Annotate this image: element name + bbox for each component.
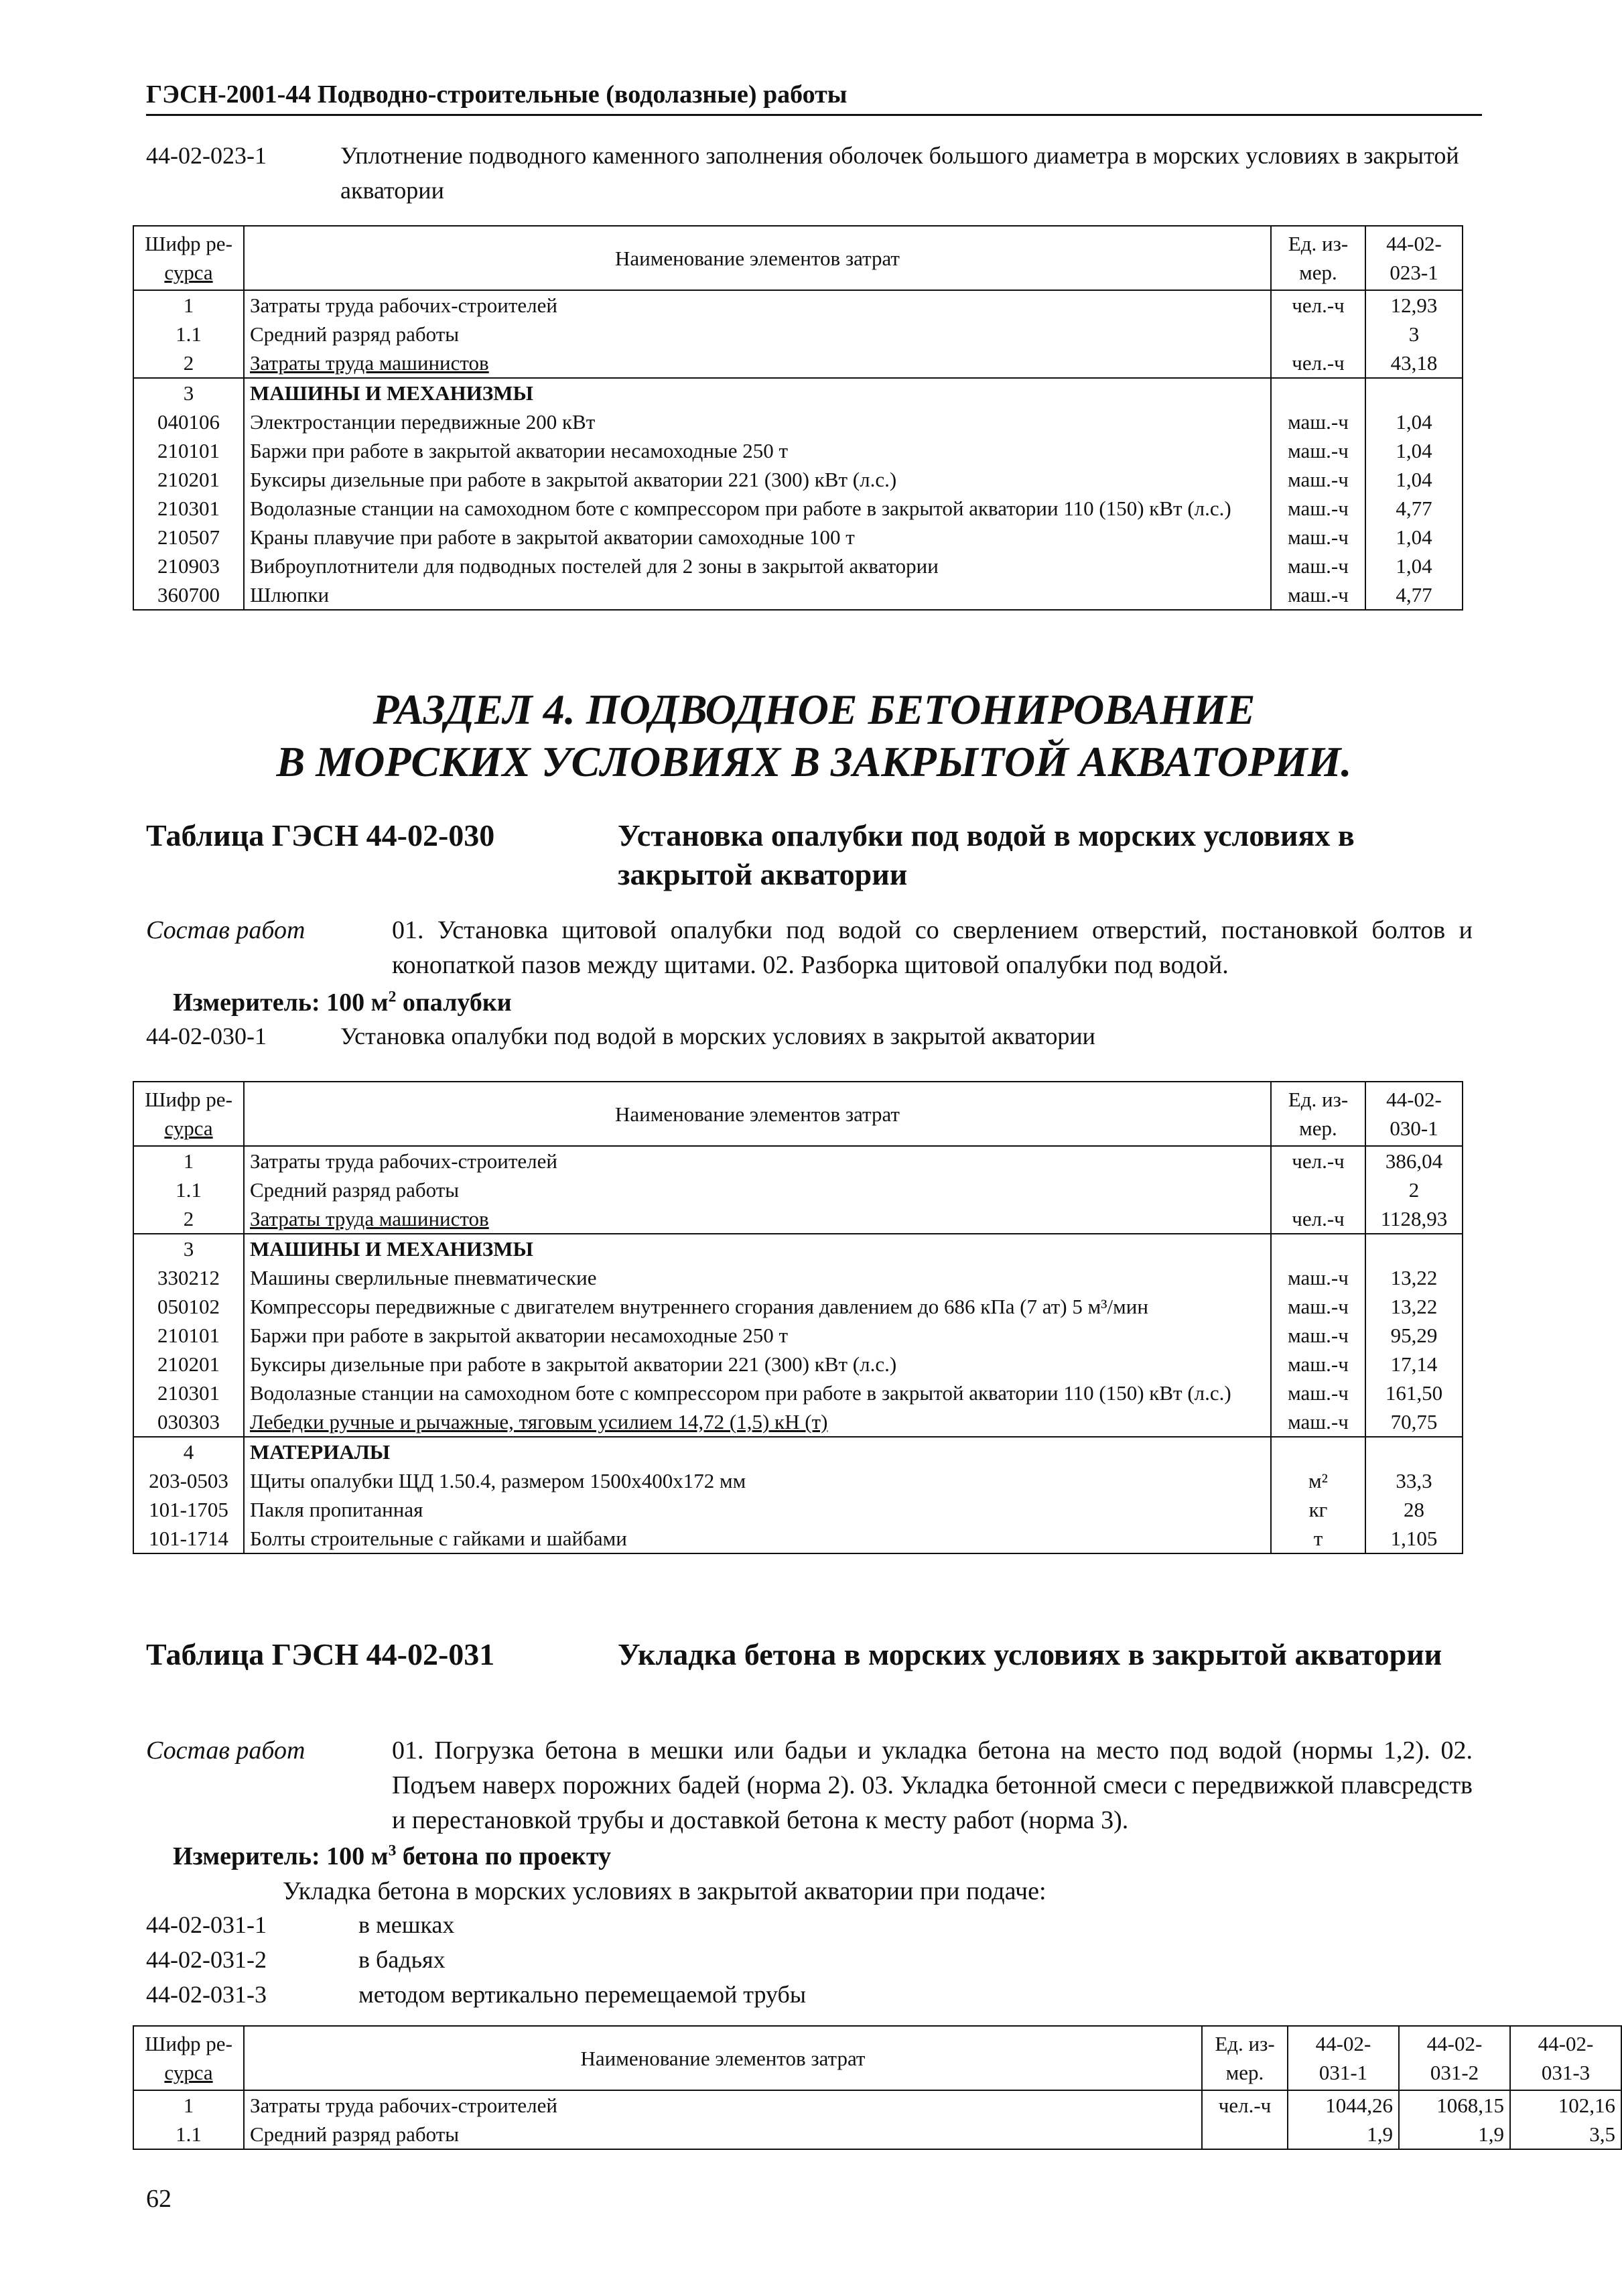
table-row bbox=[133, 1466, 1463, 1495]
unit: маш.-ч bbox=[1271, 465, 1365, 494]
resource-code: 1 bbox=[133, 1146, 244, 1175]
unit: маш.-ч bbox=[1271, 407, 1365, 436]
table-row bbox=[133, 407, 1463, 436]
table-row bbox=[133, 1379, 1463, 1407]
resource-code: 1.1 bbox=[133, 1175, 244, 1204]
table-row bbox=[133, 580, 1463, 610]
unit: маш.-ч bbox=[1271, 494, 1365, 523]
table-row bbox=[133, 1524, 1463, 1553]
unit bbox=[1271, 378, 1365, 407]
header-name: Наименование элементов затрат bbox=[244, 1082, 1271, 1146]
resource-name: Болты строительные с гайками и шайбами bbox=[244, 1524, 1271, 1553]
norm-value: 1,04 bbox=[1365, 436, 1463, 465]
norm-value: 1,04 bbox=[1365, 407, 1463, 436]
header-code: Шифр ре- сурса bbox=[133, 2026, 244, 2090]
unit: маш.-ч bbox=[1271, 1379, 1365, 1407]
norm-value: 95,29 bbox=[1365, 1321, 1463, 1350]
resource-code: 1.1 bbox=[133, 320, 244, 348]
resource-code: 040106 bbox=[133, 407, 244, 436]
table-row bbox=[133, 1204, 1463, 1234]
norm-value: 161,50 bbox=[1365, 1379, 1463, 1407]
table-row bbox=[133, 1175, 1463, 1204]
norm-value: 1,9 bbox=[1288, 2120, 1399, 2149]
norm-value: 12,93 bbox=[1365, 290, 1463, 320]
unit: м² bbox=[1271, 1466, 1365, 1495]
norm-023-title bbox=[146, 138, 1482, 208]
norm-value bbox=[1365, 1234, 1463, 1263]
table-row bbox=[133, 494, 1463, 523]
norm-value: 1,105 bbox=[1365, 1524, 1463, 1553]
header-code: Шифр ре- сурса bbox=[133, 1082, 244, 1146]
unit: маш.-ч bbox=[1271, 1321, 1365, 1350]
norm-value bbox=[1365, 378, 1463, 407]
norm-value: 13,22 bbox=[1365, 1263, 1463, 1292]
unit bbox=[1271, 320, 1365, 348]
resource-name: Средний разряд работы bbox=[244, 320, 1271, 348]
resource-code: 3 bbox=[133, 1234, 244, 1263]
unit bbox=[1271, 1437, 1365, 1466]
header-name: Наименование элементов затрат bbox=[244, 2026, 1202, 2090]
table-body bbox=[133, 290, 1463, 610]
resource-code: 101-1714 bbox=[133, 1524, 244, 1553]
running-header: ГЭСН-2001-44 Подводно-строительные (водолазные) работы bbox=[146, 80, 848, 109]
table-row bbox=[133, 1234, 1463, 1263]
table-row bbox=[133, 1263, 1463, 1292]
resource-name: Машины сверлильные пневматические bbox=[244, 1263, 1271, 1292]
composition-label: Состав работ bbox=[146, 1736, 306, 1765]
header-unit: Ед. из- мер. bbox=[1271, 226, 1365, 290]
norm-value: 70,75 bbox=[1365, 1407, 1463, 1437]
resource-code: 210101 bbox=[133, 436, 244, 465]
table-row bbox=[133, 1321, 1463, 1350]
unit: маш.-ч bbox=[1271, 552, 1365, 580]
resource-name: Затраты труда рабочих-строителей bbox=[244, 290, 1271, 320]
unit bbox=[1271, 1175, 1365, 1204]
norm-value bbox=[1365, 1437, 1463, 1466]
table-row bbox=[133, 290, 1463, 320]
table-row bbox=[133, 320, 1463, 348]
norm-value: 28 bbox=[1365, 1495, 1463, 1524]
resource-name: Буксиры дизельные при работе в закрытой акватории 221 (300) кВт (л.с.) bbox=[244, 465, 1271, 494]
norm-value: 3,5 bbox=[1510, 2120, 1621, 2149]
resource-name: Средний разряд работы bbox=[244, 1175, 1271, 1204]
resource-name: Затраты труда рабочих-строителей bbox=[244, 2090, 1202, 2120]
table-row bbox=[133, 378, 1463, 407]
header-code: Шифр ре- сурса bbox=[133, 226, 244, 290]
table-row bbox=[133, 523, 1463, 552]
variant-list bbox=[146, 1907, 1151, 2012]
section-title-line-1: РАЗДЕЛ 4. ПОДВОДНОЕ БЕТОНИРОВАНИЕ bbox=[373, 686, 1256, 733]
resource-name: Баржи при работе в закрытой акватории несамоходные 250 т bbox=[244, 436, 1271, 465]
table-row bbox=[133, 1350, 1463, 1379]
resource-code: 1 bbox=[133, 290, 244, 320]
variants-intro: Укладка бетона в морских условиях в закрытой акватории при подаче: bbox=[283, 1877, 1046, 1905]
header-norm-column: 44-02- 031-3 bbox=[1510, 2026, 1621, 2090]
resource-name: Пакля пропитанная bbox=[244, 1495, 1271, 1524]
resource-name: Затраты труда машинистов bbox=[244, 348, 1271, 378]
resource-table-023 bbox=[133, 225, 1463, 611]
resource-name: Баржи при работе в закрытой акватории несамоходные 250 т bbox=[244, 1321, 1271, 1350]
table-row bbox=[133, 1437, 1463, 1466]
norm-value: 13,22 bbox=[1365, 1292, 1463, 1321]
norm-value: 1,04 bbox=[1365, 523, 1463, 552]
unit bbox=[1271, 1234, 1365, 1263]
unit: чел.-ч bbox=[1271, 1204, 1365, 1234]
unit: чел.-ч bbox=[1202, 2090, 1288, 2120]
norm-value: 17,14 bbox=[1365, 1350, 1463, 1379]
norm-value: 386,04 bbox=[1365, 1146, 1463, 1175]
resource-name: Компрессоры передвижные с двигателем внутреннего сгорания давлением до 686 кПа (7 ат) 5 м³/мин bbox=[244, 1292, 1271, 1321]
norm-description: Уплотнение подводного каменного заполнения оболочек большого диаметра в морских условиях в закрытой акватории bbox=[340, 142, 1459, 204]
measure-unit: Измеритель: 100 $м^2$ опалубки bbox=[173, 988, 512, 1017]
resource-code: 030303 bbox=[133, 1407, 244, 1437]
table-row bbox=[133, 1146, 1463, 1175]
resource-name: Краны плавучие при работе в закрытой акватории самоходные 100 т bbox=[244, 523, 1271, 552]
unit: маш.-ч bbox=[1271, 1263, 1365, 1292]
composition-text: 01. Погрузка бетона в мешки или бадьи и укладка бетона на место под водой (нормы 1,2). 02. Подъем наверх порожних бадей (норма 2). 03. Укладка бетонной смеси с передвижкой плавсредств и перестановкой трубы и доставкой бетона к месту работ (норма 3). bbox=[392, 1736, 1473, 1834]
composition-text: 01. Установка щитовой опалубки под водой со сверлением отверстий, постановкой болтов и конопаткой пазов между щитами. 02. Разборка щитовой опалубки под водой. bbox=[392, 916, 1473, 979]
norm-value: 1068,15 bbox=[1399, 2090, 1510, 2120]
table-header-row bbox=[133, 1082, 1463, 1146]
unit: чел.-ч bbox=[1271, 1146, 1365, 1175]
section-title bbox=[146, 684, 1482, 788]
unit: чел.-ч bbox=[1271, 290, 1365, 320]
resource-code: 2 bbox=[133, 348, 244, 378]
table-row bbox=[133, 2090, 1621, 2120]
unit bbox=[1202, 2120, 1288, 2149]
norm-value: 43,18 bbox=[1365, 348, 1463, 378]
resource-name: Водолазные станции на самоходном боте с компрессором при работе в закрытой акватории 110 (150) кВт (л.с.) bbox=[244, 1379, 1271, 1407]
resource-code: 210903 bbox=[133, 552, 244, 580]
resource-name: Водолазные станции на самоходном боте с компрессором при работе в закрытой акватории 110 (150) кВт (л.с.) bbox=[244, 494, 1271, 523]
resource-code: 050102 bbox=[133, 1292, 244, 1321]
resource-code: 203-0503 bbox=[133, 1466, 244, 1495]
norm-value: 1,04 bbox=[1365, 465, 1463, 494]
composition-label: Состав работ bbox=[146, 916, 306, 944]
resource-code: 210301 bbox=[133, 494, 244, 523]
resource-code: 360700 bbox=[133, 580, 244, 610]
unit: чел.-ч bbox=[1271, 348, 1365, 378]
table-row bbox=[133, 1407, 1463, 1437]
resource-table-031 bbox=[133, 2025, 1622, 2150]
norm-value: 1,04 bbox=[1365, 552, 1463, 580]
table-row bbox=[133, 1495, 1463, 1524]
section-title-line-2: В МОРСКИХ УСЛОВИЯХ В ЗАКРЫТОЙ АКВАТОРИИ. bbox=[276, 738, 1352, 785]
resource-name: Лебедки ручные и рычажные, тяговым усилием 14,72 (1,5) кН (т) bbox=[244, 1407, 1271, 1437]
variant-item: 44-02-031-3 методом вертикально перемещаемой трубы bbox=[146, 1981, 807, 2008]
header-unit: Ед. из- мер. bbox=[1271, 1082, 1365, 1146]
table-row bbox=[133, 1292, 1463, 1321]
header-unit: Ед. из- мер. bbox=[1202, 2026, 1288, 2090]
table-body bbox=[133, 1146, 1463, 1553]
table-030-label: Таблица ГЭСН 44-02-030 bbox=[146, 818, 495, 852]
norm-code: 44-02-023-1 bbox=[146, 142, 267, 169]
table-body bbox=[133, 2090, 1621, 2149]
resource-name: Щиты опалубки ЩД 1.50.4, размером 1500х400х172 мм bbox=[244, 1466, 1271, 1495]
norm-value: 102,16 bbox=[1510, 2090, 1621, 2120]
table-030-name: Установка опалубки под водой в морских условиях в закрытой акватории bbox=[618, 818, 1355, 891]
resource-name: МАШИНЫ И МЕХАНИЗМЫ bbox=[244, 1234, 1271, 1263]
resource-name: МАШИНЫ И МЕХАНИЗМЫ bbox=[244, 378, 1271, 407]
table-row bbox=[133, 436, 1463, 465]
resource-name: Средний разряд работы bbox=[244, 2120, 1202, 2149]
header-norm-column: 44-02- 031-2 bbox=[1399, 2026, 1510, 2090]
norm-value: 3 bbox=[1365, 320, 1463, 348]
resource-code: 2 bbox=[133, 1204, 244, 1234]
table-031-label: Таблица ГЭСН 44-02-031 bbox=[146, 1637, 495, 1671]
resource-name: Затраты труда рабочих-строителей bbox=[244, 1146, 1271, 1175]
resource-name: МАТЕРИАЛЫ bbox=[244, 1437, 1271, 1466]
resource-name: Шлюпки bbox=[244, 580, 1271, 610]
resource-code: 210301 bbox=[133, 1379, 244, 1407]
resource-code: 210101 bbox=[133, 1321, 244, 1350]
header-norm-column: 44-02- 030-1 bbox=[1365, 1082, 1463, 1146]
resource-code: 1.1 bbox=[133, 2120, 244, 2149]
resource-name: Буксиры дизельные при работе в закрытой акватории 221 (300) кВт (л.с.) bbox=[244, 1350, 1271, 1379]
table-row bbox=[133, 2120, 1621, 2149]
header-rule bbox=[146, 114, 1482, 116]
unit: маш.-ч bbox=[1271, 580, 1365, 610]
unit: маш.-ч bbox=[1271, 436, 1365, 465]
norm-value: 4,77 bbox=[1365, 580, 1463, 610]
page-number: 62 bbox=[146, 2185, 172, 2213]
resource-code: 210201 bbox=[133, 465, 244, 494]
resource-code: 101-1705 bbox=[133, 1495, 244, 1524]
norm-030-title bbox=[146, 1019, 1482, 1054]
norm-value: 33,3 bbox=[1365, 1466, 1463, 1495]
resource-table-030 bbox=[133, 1081, 1463, 1554]
table-row bbox=[133, 348, 1463, 378]
unit: кг bbox=[1271, 1495, 1365, 1524]
norm-value: 1,9 bbox=[1399, 2120, 1510, 2149]
resource-code: 210507 bbox=[133, 523, 244, 552]
resource-code: 4 bbox=[133, 1437, 244, 1466]
variant-item: 44-02-031-1 в мешках bbox=[146, 1911, 455, 1938]
unit: маш.-ч bbox=[1271, 1350, 1365, 1379]
resource-name: Затраты труда машинистов bbox=[244, 1204, 1271, 1234]
table-row bbox=[133, 465, 1463, 494]
unit: т bbox=[1271, 1524, 1365, 1553]
resource-name: Виброуплотнители для подводных постелей для 2 зоны в закрытой акватории bbox=[244, 552, 1271, 580]
norm-value: 1128,93 bbox=[1365, 1204, 1463, 1234]
unit: маш.-ч bbox=[1271, 523, 1365, 552]
norm-code: 44-02-030-1 bbox=[146, 1023, 267, 1049]
header-norm-column: 44-02- 031-1 bbox=[1288, 2026, 1399, 2090]
table-031-name: Укладка бетона в морских условиях в закрытой акватории bbox=[618, 1637, 1442, 1671]
measure-unit: Измеритель: 100 $м^3$ бетона по проекту bbox=[173, 1842, 612, 1870]
resource-code: 1 bbox=[133, 2090, 244, 2120]
norm-value: 4,77 bbox=[1365, 494, 1463, 523]
header-norm-column: 44-02- 023-1 bbox=[1365, 226, 1463, 290]
resource-code: 210201 bbox=[133, 1350, 244, 1379]
table-header-row bbox=[133, 226, 1463, 290]
resource-name: Электростанции передвижные 200 кВт bbox=[244, 407, 1271, 436]
variant-item: 44-02-031-2 в бадьях bbox=[146, 1946, 446, 1973]
norm-value: 2 bbox=[1365, 1175, 1463, 1204]
header-name: Наименование элементов затрат bbox=[244, 226, 1271, 290]
unit: маш.-ч bbox=[1271, 1407, 1365, 1437]
norm-description: Установка опалубки под водой в морских условиях в закрытой акватории bbox=[340, 1023, 1095, 1049]
norm-value: 1044,26 bbox=[1288, 2090, 1399, 2120]
unit: маш.-ч bbox=[1271, 1292, 1365, 1321]
resource-code: 330212 bbox=[133, 1263, 244, 1292]
resource-code: 3 bbox=[133, 378, 244, 407]
table-row bbox=[133, 552, 1463, 580]
table-header-row bbox=[133, 2026, 1621, 2090]
